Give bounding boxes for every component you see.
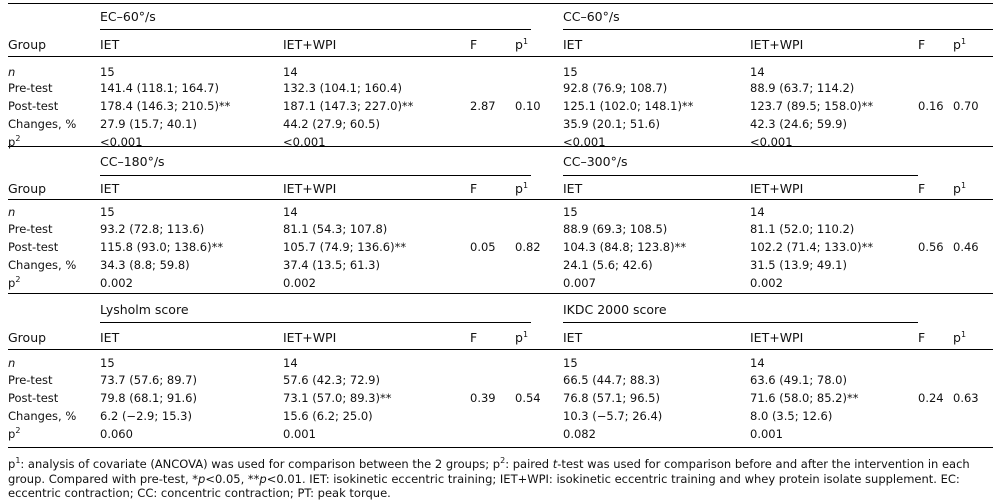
row-label-post: Post-test	[8, 391, 59, 405]
cell-iet: 27.9 (15.7; 40.1)	[100, 117, 197, 131]
cell-iet: 15	[563, 205, 578, 219]
block-separator-rule	[8, 293, 993, 294]
header-rule	[8, 56, 993, 57]
row-label-n: n	[8, 65, 16, 79]
col-header-p1	[515, 331, 528, 345]
cell-p1: 0.10	[515, 99, 541, 113]
group-header: Group	[8, 330, 47, 345]
cell-iet: 0.082	[563, 427, 596, 441]
col-header-p1-base: p	[953, 181, 961, 196]
cell-iet: 76.8 (57.1; 96.5)	[563, 391, 660, 405]
cell-iet-wpi: 81.1 (54.3; 107.8)	[283, 222, 388, 236]
cell-iet-wpi: 8.0 (3.5; 12.6)	[750, 409, 833, 423]
row-label-post: Post-test	[8, 99, 59, 113]
cell-iet-wpi: 187.1 (147.3; 227.0)**	[283, 99, 414, 113]
header-rule	[8, 349, 993, 350]
cell-iet-wpi: 0.002	[283, 276, 316, 290]
cell-iet-wpi: 0.002	[750, 276, 783, 290]
cell-iet-wpi: <0.001	[750, 135, 793, 149]
cell-iet-wpi: 15.6 (6.2; 25.0)	[283, 409, 373, 423]
cell-f: 0.39	[470, 391, 496, 405]
col-header-f: F	[470, 37, 478, 52]
col-header-f: F	[918, 181, 926, 196]
cell-iet: 141.4 (118.1; 164.7)	[100, 81, 219, 95]
col-header-p1-sup: 1	[522, 180, 529, 190]
col-header-iet-wpi: IET+WPI	[750, 181, 804, 196]
col-header-iet-wpi: IET+WPI	[283, 330, 337, 345]
group-header: Group	[8, 181, 47, 196]
row-label-pre: Pre-test	[8, 373, 53, 387]
cell-iet: 79.8 (68.1; 91.6)	[100, 391, 197, 405]
cell-f: 0.05	[470, 240, 496, 254]
cell-iet-wpi: 14	[283, 65, 298, 79]
cell-iet-wpi: 31.5 (13.9; 49.1)	[750, 258, 847, 272]
cell-iet: 115.8 (93.0; 138.6)**	[100, 240, 224, 254]
col-header-f: F	[470, 330, 478, 345]
row-label-p2	[8, 427, 20, 441]
header-rule	[8, 199, 993, 200]
cell-iet: 6.2 (−2.9; 15.3)	[100, 409, 192, 423]
cell-iet: 15	[100, 356, 115, 370]
cell-iet: 15	[100, 65, 115, 79]
col-header-p1-sup: 1	[522, 36, 529, 46]
cell-iet: 35.9 (20.1; 51.6)	[563, 117, 660, 131]
cell-iet-wpi: 14	[283, 356, 298, 370]
row-label-p2-sup: 2	[15, 134, 21, 144]
row-label-p2-sup: 2	[15, 426, 21, 436]
cell-iet-wpi: 14	[750, 356, 765, 370]
group-header: Group	[8, 37, 47, 52]
cell-p1: 0.82	[515, 240, 541, 254]
cell-iet-wpi: 14	[750, 205, 765, 219]
cell-iet: 92.8 (76.9; 108.7)	[563, 81, 668, 95]
cell-p1: 0.63	[953, 391, 979, 405]
cell-iet: 0.060	[100, 427, 133, 441]
cell-iet-wpi: 73.1 (57.0; 89.3)**	[283, 391, 392, 405]
col-header-p1-base: p	[515, 181, 523, 196]
col-header-iet: IET	[563, 330, 583, 345]
cell-iet-wpi: 14	[283, 205, 298, 219]
col-header-p1	[953, 38, 966, 52]
panel-title: EC–60°/s	[100, 9, 156, 24]
row-label-p2	[8, 135, 20, 149]
cell-iet-wpi: 14	[750, 65, 765, 79]
header-rule	[100, 175, 531, 176]
cell-iet: <0.001	[100, 135, 143, 149]
header-rule	[100, 322, 531, 323]
row-label-pre: Pre-test	[8, 222, 53, 236]
cell-iet: 24.1 (5.6; 42.6)	[563, 258, 653, 272]
cell-iet: 34.3 (8.8; 59.8)	[100, 258, 190, 272]
cell-iet-wpi: 105.7 (74.9; 136.6)**	[283, 240, 407, 254]
col-header-iet: IET	[563, 181, 583, 196]
cell-iet-wpi: 81.1 (52.0; 110.2)	[750, 222, 855, 236]
row-label-p2-sup: 2	[15, 275, 21, 285]
header-rule	[563, 322, 918, 323]
cell-iet-wpi: 37.4 (13.5; 61.3)	[283, 258, 380, 272]
col-header-p1-sup: 1	[960, 180, 967, 190]
cell-iet-wpi: 102.2 (71.4; 133.0)**	[750, 240, 874, 254]
cell-f: 0.56	[918, 240, 944, 254]
cell-iet: 125.1 (102.0; 148.1)**	[563, 99, 694, 113]
col-header-p1-base: p	[953, 330, 961, 345]
block-separator-rule	[8, 447, 993, 448]
cell-iet: 178.4 (146.3; 210.5)**	[100, 99, 231, 113]
cell-iet: 88.9 (69.3; 108.5)	[563, 222, 668, 236]
row-label-change: Changes, %	[8, 117, 77, 131]
cell-iet: 73.7 (57.6; 89.7)	[100, 373, 197, 387]
panel-title: CC–60°/s	[563, 9, 620, 24]
header-rule	[100, 29, 531, 30]
row-label-p2-base: p	[8, 276, 16, 290]
row-label-p2	[8, 276, 20, 290]
col-header-iet: IET	[563, 37, 583, 52]
header-rule	[563, 175, 918, 176]
panel-title: Lysholm score	[100, 302, 189, 317]
header-rule	[563, 29, 993, 30]
cell-iet: 66.5 (44.7; 88.3)	[563, 373, 660, 387]
row-label-n: n	[8, 356, 16, 370]
cell-iet: 104.3 (84.8; 123.8)**	[563, 240, 687, 254]
col-header-p1	[515, 182, 528, 196]
panel-title: IKDC 2000 score	[563, 302, 667, 317]
row-label-p2-base: p	[8, 427, 16, 441]
cell-p1: 0.70	[953, 99, 979, 113]
cell-iet-wpi: 123.7 (89.5; 158.0)**	[750, 99, 874, 113]
cell-iet-wpi: 0.001	[283, 427, 316, 441]
col-header-iet-wpi: IET+WPI	[750, 330, 804, 345]
col-header-f: F	[470, 181, 478, 196]
col-header-iet: IET	[100, 37, 120, 52]
cell-f: 0.24	[918, 391, 944, 405]
row-label-change: Changes, %	[8, 409, 77, 423]
col-header-iet-wpi: IET+WPI	[283, 37, 337, 52]
col-header-p1	[515, 38, 528, 52]
col-header-p1-sup: 1	[960, 36, 967, 46]
cell-iet: <0.001	[563, 135, 606, 149]
col-header-p1	[953, 182, 966, 196]
cell-iet-wpi: 57.6 (42.3; 72.9)	[283, 373, 380, 387]
col-header-p1-sup: 1	[522, 329, 529, 339]
cell-iet: 0.002	[100, 276, 133, 290]
col-header-p1-base: p	[515, 330, 523, 345]
row-label-n: n	[8, 205, 16, 219]
col-header-f: F	[918, 330, 926, 345]
cell-f: 2.87	[470, 99, 496, 113]
cell-iet-wpi: 132.3 (104.1; 160.4)	[283, 81, 402, 95]
col-header-p1-base: p	[515, 37, 523, 52]
cell-iet: 10.3 (−5.7; 26.4)	[563, 409, 663, 423]
table-footnote: $p^1$: analysis of covariate (ANCOVA) was used for comparison between the 2 groups; $p^2$: paired t-test was used for comparison before and after the intervention in each group. Compared with pre-test, *p<0.05, **p<0.01. IET: isokinetic eccentric training; IET+WPI: isokinetic eccentric training and whey protein isolate supplement. EC: eccentric contraction; CC: concentric contraction; PT: peak torque.	[8, 456, 970, 500]
cell-iet-wpi: 71.6 (58.0; 85.2)**	[750, 391, 859, 405]
cell-iet-wpi: 44.2 (27.9; 60.5)	[283, 117, 380, 131]
cell-iet: 15	[100, 205, 115, 219]
cell-iet-wpi: <0.001	[283, 135, 326, 149]
cell-iet: 15	[563, 65, 578, 79]
cell-iet-wpi: 63.6 (49.1; 78.0)	[750, 373, 847, 387]
col-header-p1-sup: 1	[960, 329, 967, 339]
row-label-post: Post-test	[8, 240, 59, 254]
cell-iet: 0.007	[563, 276, 596, 290]
col-header-iet: IET	[100, 330, 120, 345]
cell-iet: 93.2 (72.8; 113.6)	[100, 222, 205, 236]
col-header-iet-wpi: IET+WPI	[750, 37, 804, 52]
cell-f: 0.16	[918, 99, 944, 113]
panel-title: CC–300°/s	[563, 154, 628, 169]
cell-iet-wpi: 42.3 (24.6; 59.9)	[750, 117, 847, 131]
row-label-p2-base: p	[8, 135, 16, 149]
cell-p1: 0.46	[953, 240, 979, 254]
panel-title: CC–180°/s	[100, 154, 165, 169]
table-top-rule	[8, 3, 993, 4]
cell-iet: 15	[563, 356, 578, 370]
cell-p1: 0.54	[515, 391, 541, 405]
col-header-p1-base: p	[953, 37, 961, 52]
col-header-iet: IET	[100, 181, 120, 196]
block-separator-rule	[8, 146, 993, 147]
row-label-pre: Pre-test	[8, 81, 53, 95]
col-header-f: F	[918, 37, 926, 52]
row-label-change: Changes, %	[8, 258, 77, 272]
cell-iet-wpi: 0.001	[750, 427, 783, 441]
cell-iet-wpi: 88.9 (63.7; 114.2)	[750, 81, 855, 95]
col-header-iet-wpi: IET+WPI	[283, 181, 337, 196]
col-header-p1	[953, 331, 966, 345]
